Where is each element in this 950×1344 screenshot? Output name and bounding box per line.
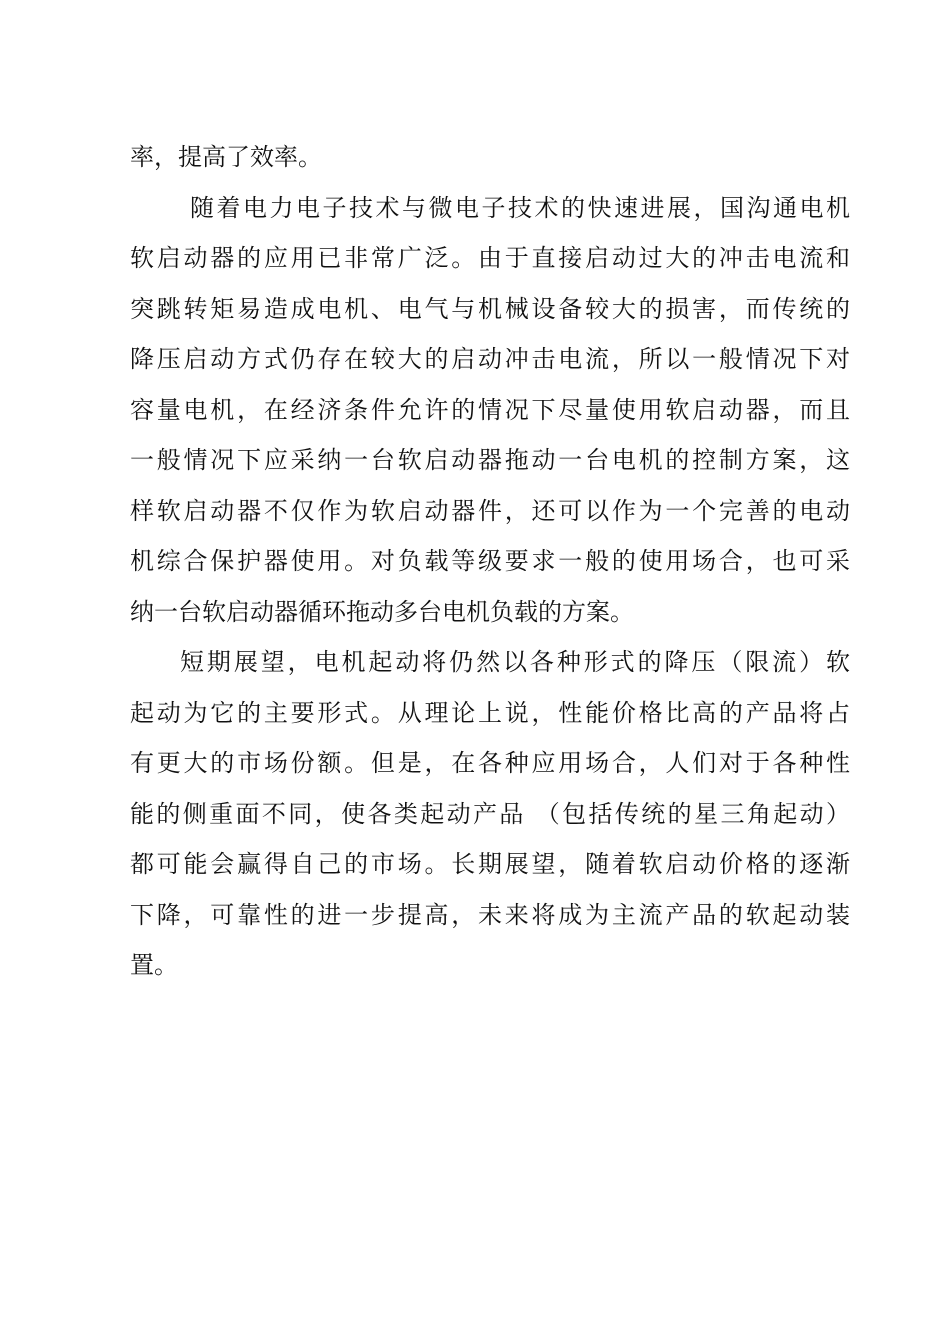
text-line: 机综合保护器使用。对负载等级要求一般的使用场合，也可采 (130, 547, 850, 575)
text-line: 软启动器的应用已非常广泛。由于直接启动过大的冲击电流和 (130, 244, 850, 272)
text-line: 一般情况下应采纳一台软启动器拖动一台电机的控制方案，这 (130, 446, 850, 474)
text-line: 起动为它的主要形式。从理论上说，性能价格比高的产品将占 (130, 698, 850, 727)
text-line: 突跳转矩易造成电机、电气与机械设备较大的损害，而传统的 (130, 294, 850, 323)
paragraph-continuation (130, 132, 850, 183)
text-line: 下降，可靠性的进一步提高，未来将成为主流产品的软起动装 (130, 900, 850, 929)
text-line: 降压启动方式仍存在较大的启动冲击电流，所以一般情况下对 (130, 345, 850, 373)
paragraph-soft-starter-application (130, 183, 850, 638)
text-line: 能的侧重面不同，使各类起动产品 （包括传统的星三角起动） (130, 799, 850, 828)
paragraph-outlook (130, 637, 850, 991)
text-line: 率，提高了效率。 (130, 143, 322, 171)
text-line: 纳一台软启动器循环拖动多台电机负载的方案。 (130, 597, 634, 626)
text-line: 有更大的市场份额。但是，在各种应用场合，人们对于各种性 (130, 749, 850, 777)
text-line: 随着电力电子技术与微电子技术的快速进展，国沟通电机 (190, 193, 850, 222)
text-line: 置。 (130, 951, 178, 979)
text-line: 样软启动器不仅作为软启动器件，还可以作为一个完善的电动 (130, 496, 850, 525)
text-line: 短期展望，电机起动将仍然以各种形式的降压（限流）软 (180, 648, 850, 676)
body-text (130, 132, 850, 991)
text-line: 都可能会赢得自己的市场。长期展望，随着软启动价格的逐渐 (130, 850, 850, 878)
text-line: 容量电机，在经济条件允许的情况下尽量使用软启动器，而且 (130, 395, 850, 424)
